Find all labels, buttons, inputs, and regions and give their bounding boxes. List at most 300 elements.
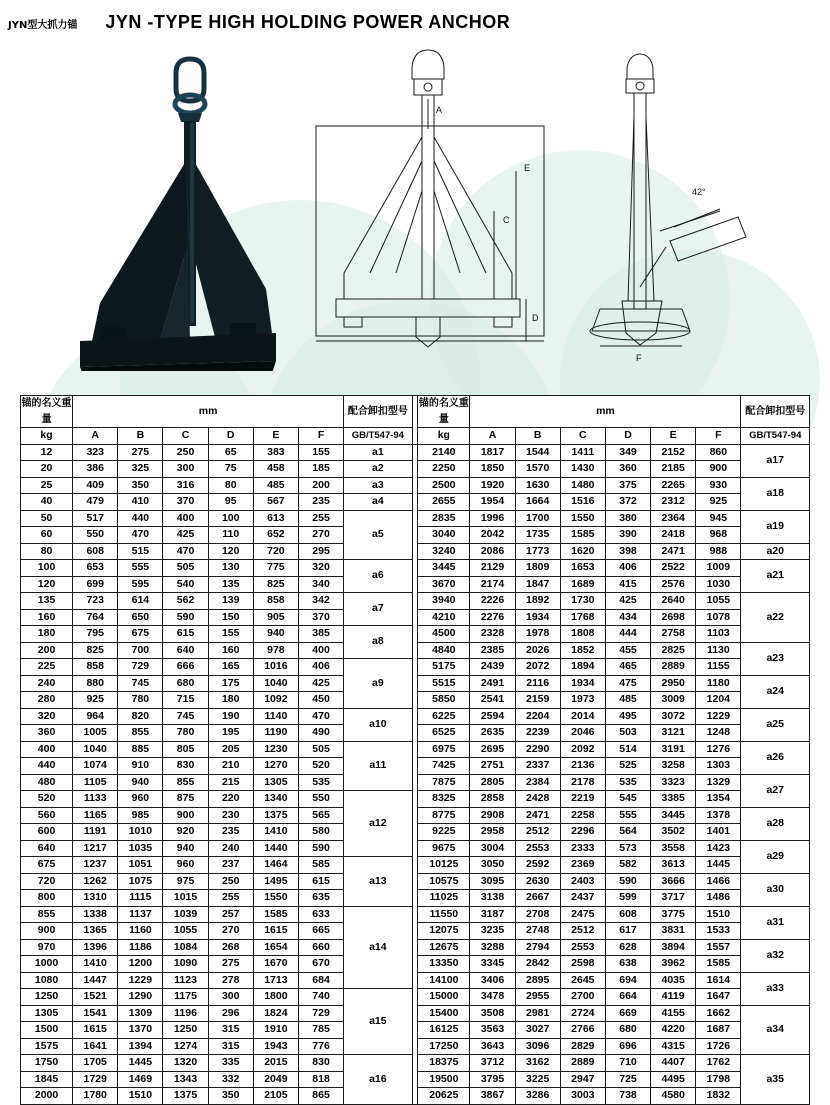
cell-c-left: 975 [163,873,208,890]
cell-e-left: 2015 [253,1055,298,1072]
cell-a-right: 2439 [470,659,515,676]
cell-c-left: 680 [163,675,208,692]
cell-e-left: 652 [253,527,298,544]
cell-c-right: 2724 [560,1005,605,1022]
cell-b-left: 470 [118,527,163,544]
cell-d-right: 669 [605,1005,650,1022]
cell-f-right: 1614 [696,972,741,989]
cell-weight-left: 135 [21,593,73,610]
cell-a-right: 2695 [470,741,515,758]
header-col-e-left: E [253,428,298,445]
cell-c-left: 370 [163,494,208,511]
cell-weight-left: 120 [21,576,73,593]
cell-b-right: 2842 [515,956,560,973]
cell-f-right: 1303 [696,758,741,775]
cell-d-left: 195 [208,725,253,742]
cell-weight-left: 12 [21,444,73,461]
cell-d-left: 120 [208,543,253,560]
cell-a-right: 1996 [470,510,515,527]
cell-e-right: 2364 [651,510,696,527]
cell-weight-right: 2500 [418,477,470,494]
cell-c-right: 2889 [560,1055,605,1072]
table-row [21,444,810,461]
cell-shackle-right: a25 [741,708,810,741]
cell-a-right: 3508 [470,1005,515,1022]
cell-f-right: 1445 [696,857,741,874]
cell-f-left: 385 [298,626,343,643]
cell-d-left: 139 [208,593,253,610]
cell-b-right: 2384 [515,774,560,791]
cell-d-left: 210 [208,758,253,775]
cell-f-right: 1354 [696,791,741,808]
cell-d-left: 135 [208,576,253,593]
cell-a-left: 1729 [73,1071,118,1088]
cell-weight-left: 25 [21,477,73,494]
cell-a-right: 2276 [470,609,515,626]
cell-d-left: 268 [208,939,253,956]
cell-b-left: 325 [118,461,163,478]
cell-e-left: 1440 [253,840,298,857]
cell-weight-left: 100 [21,560,73,577]
cell-b-left: 595 [118,576,163,593]
cell-weight-left: 520 [21,791,73,808]
cell-a-left: 1237 [73,857,118,874]
cell-b-left: 1186 [118,939,163,956]
cell-e-left: 1654 [253,939,298,956]
cell-e-right: 3962 [651,956,696,973]
cell-c-right: 2598 [560,956,605,973]
cell-e-left: 1092 [253,692,298,709]
cell-weight-right: 14100 [418,972,470,989]
cell-weight-right: 2835 [418,510,470,527]
cell-c-right: 2136 [560,758,605,775]
cell-weight-left: 40 [21,494,73,511]
cell-weight-right: 19500 [418,1071,470,1088]
cell-f-left: 785 [298,1022,343,1039]
cell-weight-left: 180 [21,626,73,643]
cell-f-right: 900 [696,461,741,478]
dimension-label-d: D [532,313,539,323]
cell-e-right: 2825 [651,642,696,659]
title-english-prefix: JYN -TYPE HIGH [105,12,261,32]
cell-b-left: 1137 [118,906,163,923]
cell-c-left: 1320 [163,1055,208,1072]
cell-weight-right: 17250 [418,1038,470,1055]
cell-d-left: 240 [208,840,253,857]
cell-weight-right: 4840 [418,642,470,659]
cell-c-right: 2700 [560,989,605,1006]
cell-a-right: 2805 [470,774,515,791]
cell-weight-left: 970 [21,939,73,956]
cell-shackle-right: a33 [741,972,810,1005]
cell-d-right: 380 [605,510,650,527]
cell-f-left: 295 [298,543,343,560]
header-weight-right: 锚的名义重量 [418,396,470,428]
cell-e-right: 3258 [651,758,696,775]
cell-c-left: 470 [163,543,208,560]
cell-f-right: 945 [696,510,741,527]
cell-f-left: 490 [298,725,343,742]
cell-b-left: 1075 [118,873,163,890]
cell-c-right: 2369 [560,857,605,874]
cell-b-left: 1115 [118,890,163,907]
cell-b-left: 555 [118,560,163,577]
title-english-suffix: HOLDING POWER ANCHOR [260,12,511,32]
cell-c-right: 1808 [560,626,605,643]
cell-weight-left: 640 [21,840,73,857]
cell-c-right: 1550 [560,510,605,527]
cell-c-left: 425 [163,527,208,544]
cell-a-right: 3406 [470,972,515,989]
cell-weight-left: 480 [21,774,73,791]
cell-f-left: 665 [298,923,343,940]
cell-a-left: 1040 [73,741,118,758]
cell-f-right: 1229 [696,708,741,725]
cell-e-left: 485 [253,477,298,494]
cell-f-right: 968 [696,527,741,544]
cell-c-left: 830 [163,758,208,775]
cell-d-left: 100 [208,510,253,527]
cell-f-right: 1585 [696,956,741,973]
cell-f-left: 505 [298,741,343,758]
cell-f-right: 1466 [696,873,741,890]
cell-a-left: 1615 [73,1022,118,1039]
cell-weight-left: 200 [21,642,73,659]
cell-shackle-right: a17 [741,444,810,477]
table-head-row-1 [21,396,810,428]
cell-e-right: 2265 [651,477,696,494]
cell-c-left: 1250 [163,1022,208,1039]
cell-e-right: 4495 [651,1071,696,1088]
cell-shackle-right: a22 [741,593,810,643]
cell-weight-left: 1305 [21,1005,73,1022]
cell-shackle-right: a30 [741,873,810,906]
cell-b-right: 3225 [515,1071,560,1088]
cell-a-right: 3345 [470,956,515,973]
cell-weight-left: 225 [21,659,73,676]
header-col-d-left: D [208,428,253,445]
cell-b-right: 2290 [515,741,560,758]
cell-a-left: 479 [73,494,118,511]
cell-b-left: 1010 [118,824,163,841]
cell-d-left: 315 [208,1022,253,1039]
cell-a-right: 3004 [470,840,515,857]
cell-a-right: 2541 [470,692,515,709]
cell-d-right: 503 [605,725,650,742]
cell-c-right: 2829 [560,1038,605,1055]
cell-b-left: 1394 [118,1038,163,1055]
cell-b-right: 2667 [515,890,560,907]
cell-d-left: 95 [208,494,253,511]
cell-a-left: 323 [73,444,118,461]
cell-c-left: 1274 [163,1038,208,1055]
cell-e-right: 3502 [651,824,696,841]
cell-weight-left: 440 [21,758,73,775]
cell-b-right: 1664 [515,494,560,511]
cell-weight-right: 6975 [418,741,470,758]
cell-b-right: 1978 [515,626,560,643]
anchor-side-drawing [570,41,800,376]
cell-weight-right: 7425 [418,758,470,775]
cell-e-right: 2471 [651,543,696,560]
cell-e-right: 2640 [651,593,696,610]
cell-a-right: 2858 [470,791,515,808]
cell-e-left: 1910 [253,1022,298,1039]
cell-f-right: 1276 [696,741,741,758]
cell-e-left: 825 [253,576,298,593]
cell-b-left: 885 [118,741,163,758]
cell-c-left: 745 [163,708,208,725]
cell-c-left: 615 [163,626,208,643]
cell-shackle-right: a21 [741,560,810,593]
cell-d-right: 573 [605,840,650,857]
cell-c-right: 1585 [560,527,605,544]
cell-a-left: 1705 [73,1055,118,1072]
cell-b-left: 1229 [118,972,163,989]
cell-e-right: 4035 [651,972,696,989]
cell-f-left: 740 [298,989,343,1006]
header-col-c-left: C [163,428,208,445]
cell-e-right: 2185 [651,461,696,478]
cell-c-right: 1620 [560,543,605,560]
cell-shackle-right: a35 [741,1055,810,1105]
cell-a-left: 1262 [73,873,118,890]
cell-a-right: 3235 [470,923,515,940]
cell-a-right: 2491 [470,675,515,692]
cell-d-right: 390 [605,527,650,544]
cell-b-left: 1290 [118,989,163,1006]
cell-c-right: 1689 [560,576,605,593]
cell-weight-left: 50 [21,510,73,527]
cell-shackle-left: a14 [344,906,412,989]
cell-a-right: 3563 [470,1022,515,1039]
cell-a-left: 1133 [73,791,118,808]
cell-b-right: 2239 [515,725,560,742]
cell-e-left: 1615 [253,923,298,940]
cell-weight-left: 1845 [21,1071,73,1088]
header-shackle-left: 配合卸扣型号 [344,396,412,428]
cell-c-right: 2553 [560,939,605,956]
cell-c-right: 2512 [560,923,605,940]
cell-b-left: 675 [118,626,163,643]
cell-d-right: 434 [605,609,650,626]
cell-weight-right: 5850 [418,692,470,709]
cell-weight-right: 9225 [418,824,470,841]
cell-e-left: 1375 [253,807,298,824]
cell-c-left: 640 [163,642,208,659]
cell-shackle-left: a1 [344,444,412,461]
cell-e-left: 1585 [253,906,298,923]
cell-c-left: 562 [163,593,208,610]
cell-f-right: 1510 [696,906,741,923]
cell-f-right: 1078 [696,609,741,626]
cell-e-right: 2758 [651,626,696,643]
cell-d-left: 65 [208,444,253,461]
header-std-right: GB/T547-94 [741,428,810,445]
cell-e-right: 2522 [651,560,696,577]
cell-d-left: 160 [208,642,253,659]
cell-d-right: 455 [605,642,650,659]
cell-d-left: 110 [208,527,253,544]
cell-f-left: 340 [298,576,343,593]
cell-f-right: 1762 [696,1055,741,1072]
cell-b-right: 1934 [515,609,560,626]
cell-weight-right: 2250 [418,461,470,478]
cell-a-right: 2042 [470,527,515,544]
cell-f-right: 1533 [696,923,741,940]
cell-d-right: 360 [605,461,650,478]
cell-a-left: 1074 [73,758,118,775]
cell-c-right: 1973 [560,692,605,709]
cell-weight-left: 80 [21,543,73,560]
cell-a-right: 2086 [470,543,515,560]
cell-b-right: 1544 [515,444,560,461]
cell-a-left: 1521 [73,989,118,1006]
cell-a-left: 1310 [73,890,118,907]
cell-c-left: 1090 [163,956,208,973]
cell-f-left: 729 [298,1005,343,1022]
cell-weight-left: 280 [21,692,73,709]
cell-f-right: 1378 [696,807,741,824]
cell-e-left: 2105 [253,1088,298,1105]
cell-a-right: 3478 [470,989,515,1006]
cell-f-right: 1401 [696,824,741,841]
cell-shackle-right: a28 [741,807,810,840]
cell-c-right: 1653 [560,560,605,577]
cell-shackle-left: a12 [344,791,412,857]
cell-d-left: 205 [208,741,253,758]
cell-weight-left: 60 [21,527,73,544]
cell-d-left: 275 [208,956,253,973]
cell-e-right: 2152 [651,444,696,461]
cell-f-left: 670 [298,956,343,973]
cell-d-left: 255 [208,890,253,907]
cell-weight-right: 15400 [418,1005,470,1022]
cell-f-left: 818 [298,1071,343,1088]
cell-weight-left: 560 [21,807,73,824]
angle-label: 42° [692,187,706,197]
cell-f-left: 633 [298,906,343,923]
cell-c-right: 1411 [560,444,605,461]
cell-b-right: 2471 [515,807,560,824]
cell-a-left: 764 [73,609,118,626]
cell-shackle-right: a19 [741,510,810,543]
cell-shackle-left: a13 [344,857,412,907]
cell-d-left: 315 [208,1038,253,1055]
cell-e-right: 3323 [651,774,696,791]
cell-d-right: 608 [605,906,650,923]
cell-d-left: 332 [208,1071,253,1088]
cell-shackle-right: a34 [741,1005,810,1055]
cell-b-left: 1051 [118,857,163,874]
header-col-f-right: F [696,428,741,445]
cell-a-left: 386 [73,461,118,478]
cell-b-left: 515 [118,543,163,560]
cell-e-left: 1824 [253,1005,298,1022]
cell-d-left: 180 [208,692,253,709]
cell-e-left: 775 [253,560,298,577]
cell-c-right: 2947 [560,1071,605,1088]
cell-e-right: 3894 [651,939,696,956]
cell-a-right: 3867 [470,1088,515,1105]
cell-d-right: 375 [605,477,650,494]
cell-c-right: 2219 [560,791,605,808]
cell-f-left: 450 [298,692,343,709]
cell-c-right: 1894 [560,659,605,676]
cell-b-right: 2708 [515,906,560,923]
cell-b-left: 940 [118,774,163,791]
cell-c-left: 805 [163,741,208,758]
cell-d-left: 278 [208,972,253,989]
cell-d-right: 406 [605,560,650,577]
cell-d-left: 165 [208,659,253,676]
cell-a-right: 2635 [470,725,515,742]
cell-f-right: 1557 [696,939,741,956]
cell-b-left: 700 [118,642,163,659]
cell-d-left: 235 [208,824,253,841]
cell-c-left: 666 [163,659,208,676]
cell-f-left: 865 [298,1088,343,1105]
cell-shackle-left: a15 [344,989,412,1055]
cell-d-right: 664 [605,989,650,1006]
cell-f-right: 1329 [696,774,741,791]
cell-f-right: 1832 [696,1088,741,1105]
cell-e-left: 1140 [253,708,298,725]
cell-e-right: 2312 [651,494,696,511]
cell-e-left: 567 [253,494,298,511]
cell-a-right: 2958 [470,824,515,841]
cell-b-right: 3027 [515,1022,560,1039]
cell-f-left: 590 [298,840,343,857]
cell-b-left: 745 [118,675,163,692]
cell-c-left: 1039 [163,906,208,923]
cell-c-left: 1175 [163,989,208,1006]
cell-weight-right: 12675 [418,939,470,956]
cell-a-right: 1954 [470,494,515,511]
cell-f-left: 470 [298,708,343,725]
cell-a-right: 2751 [470,758,515,775]
cell-b-left: 910 [118,758,163,775]
cell-d-left: 130 [208,560,253,577]
cell-a-left: 1338 [73,906,118,923]
cell-d-right: 710 [605,1055,650,1072]
cell-c-right: 1934 [560,675,605,692]
cell-f-left: 185 [298,461,343,478]
anchor-spec-table [20,395,810,1105]
cell-a-right: 3050 [470,857,515,874]
cell-e-right: 2950 [651,675,696,692]
cell-d-right: 372 [605,494,650,511]
cell-c-right: 1430 [560,461,605,478]
cell-f-left: 342 [298,593,343,610]
cell-a-right: 2908 [470,807,515,824]
cell-b-right: 2955 [515,989,560,1006]
cell-d-right: 545 [605,791,650,808]
cell-b-right: 2204 [515,708,560,725]
cell-weight-right: 8325 [418,791,470,808]
cell-d-left: 80 [208,477,253,494]
cell-e-right: 3666 [651,873,696,890]
cell-c-left: 540 [163,576,208,593]
cell-e-right: 4119 [651,989,696,1006]
cell-a-left: 517 [73,510,118,527]
cell-d-left: 250 [208,873,253,890]
cell-a-left: 608 [73,543,118,560]
cell-c-left: 875 [163,791,208,808]
header-col-a-left: A [73,428,118,445]
cell-weight-right: 7875 [418,774,470,791]
cell-weight-left: 675 [21,857,73,874]
